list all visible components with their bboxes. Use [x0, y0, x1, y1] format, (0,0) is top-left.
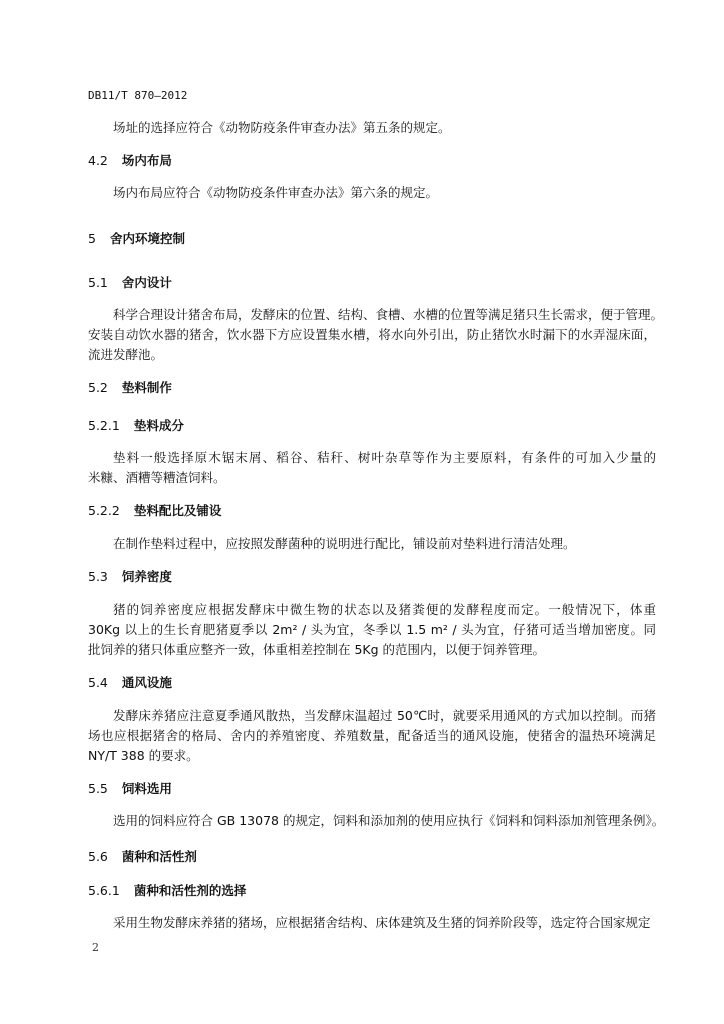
heading-5 [88, 231, 185, 247]
section-title: 舍内环境控制 [109, 231, 185, 246]
section-number: 5.3 [88, 569, 108, 584]
paragraph-5-4-line: 发酵床养猪应注意夏季通风散热，当发酵床温超过 50℃时，就要采用通风的方式加以控制。而猪 [113, 708, 656, 723]
section-number: 5.6.1 [88, 883, 120, 898]
section-title: 垫料成分 [133, 418, 184, 433]
paragraph-5-3-line: 猪的饲养密度应根据发酵床中微生物的状态以及猪粪便的发酵程度而定。一般情况下，体重 [113, 602, 656, 617]
page-number: 2 [92, 941, 99, 954]
section-title: 场内布局 [121, 153, 172, 168]
section-number: 5.2.1 [88, 418, 120, 433]
heading-5-6-1 [88, 883, 246, 899]
paragraph-5-1-line: 流进发酵池。 [88, 347, 164, 362]
paragraph-5-3-line: 批饲养的猪只体重应整齐一致，体重相差控制在 5Kg 的范围内，以便于饲养管理。 [88, 642, 546, 657]
section-title: 垫料制作 [121, 380, 172, 395]
paragraph-5-1-line: 安装自动饮水器的猪舍，饮水器下方应设置集水槽，将水向外引出，防止猪饮水时漏下的水弄湿床面， [88, 327, 656, 342]
paragraph-5-3-line: 30Kg 以上的生长育肥猪夏季以 2m² / 头为宜，冬季以 1.5 m² / 头为宜，仔猪可适当增加密度。同 [88, 622, 656, 637]
paragraph-4-2: 场内布局应符合《动物防疫条件审查办法》第六条的规定。 [113, 185, 439, 200]
section-number: 5 [88, 231, 96, 246]
standard-code: DB11/T 870—2012 [88, 89, 188, 102]
section-title: 饲养密度 [121, 569, 172, 584]
section-number: 5.4 [88, 675, 108, 690]
section-title: 垫料配比及铺设 [133, 503, 222, 518]
section-number: 5.5 [88, 781, 108, 796]
section-number: 5.6 [88, 849, 108, 864]
paragraph-5-2-1-line: 米糠、酒糟等糟渣饲料。 [88, 470, 226, 485]
heading-5-2-1 [88, 418, 184, 434]
heading-5-2 [88, 380, 172, 396]
section-title: 舍内设计 [121, 275, 172, 290]
section-title: 饲料选用 [121, 781, 172, 796]
paragraph-5-5: 选用的饲料应符合 GB 13078 的规定，饲料和添加剂的使用应执行《饲料和饲料添加剂管理条例》。 [113, 813, 665, 828]
section-title: 菌种和活性剂的选择 [133, 883, 247, 898]
heading-5-3 [88, 569, 172, 585]
heading-5-1 [88, 275, 172, 291]
section-title: 通风设施 [121, 675, 172, 690]
paragraph-5-6-1: 采用生物发酵床养猪的猪场，应根据猪舍结构、床体建筑及生猪的饲养阶段等，选定符合国家规定 [113, 915, 651, 930]
paragraph-5-2-1-line: 垫料一般选择原木锯末屑、稻谷、秸秆、树叶杂草等作为主要原料，有条件的可加入少量的 [113, 450, 656, 465]
section-number: 5.2.2 [88, 503, 120, 518]
section-number: 5.1 [88, 275, 108, 290]
paragraph-5-4-line: NY/T 388 的要求。 [88, 748, 199, 763]
paragraph-5-4-line: 场也应根据猪舍的格局、舍内的养殖密度、养殖数量，配备适当的通风设施，使猪舍的温热环境满足 [88, 728, 656, 743]
section-number: 4.2 [88, 153, 108, 168]
section-number: 5.2 [88, 380, 108, 395]
heading-5-5 [88, 781, 172, 797]
section-title: 菌种和活性剂 [121, 849, 197, 864]
heading-5-2-2 [88, 503, 221, 519]
paragraph-4-1-continued: 场址的选择应符合《动物防疫条件审查办法》第五条的规定。 [113, 120, 451, 135]
paragraph-5-1-line: 科学合理设计猪舍布局，发酵床的位置、结构、食槽、水槽的位置等满足猪只生长需求，便于管理。 [113, 307, 664, 322]
heading-4-2 [88, 153, 172, 169]
paragraph-5-2-2: 在制作垫料过程中，应按照发酵菌种的说明进行配比，铺设前对垫料进行清洁处理。 [113, 536, 576, 551]
heading-5-6 [88, 849, 197, 865]
heading-5-4 [88, 675, 172, 691]
